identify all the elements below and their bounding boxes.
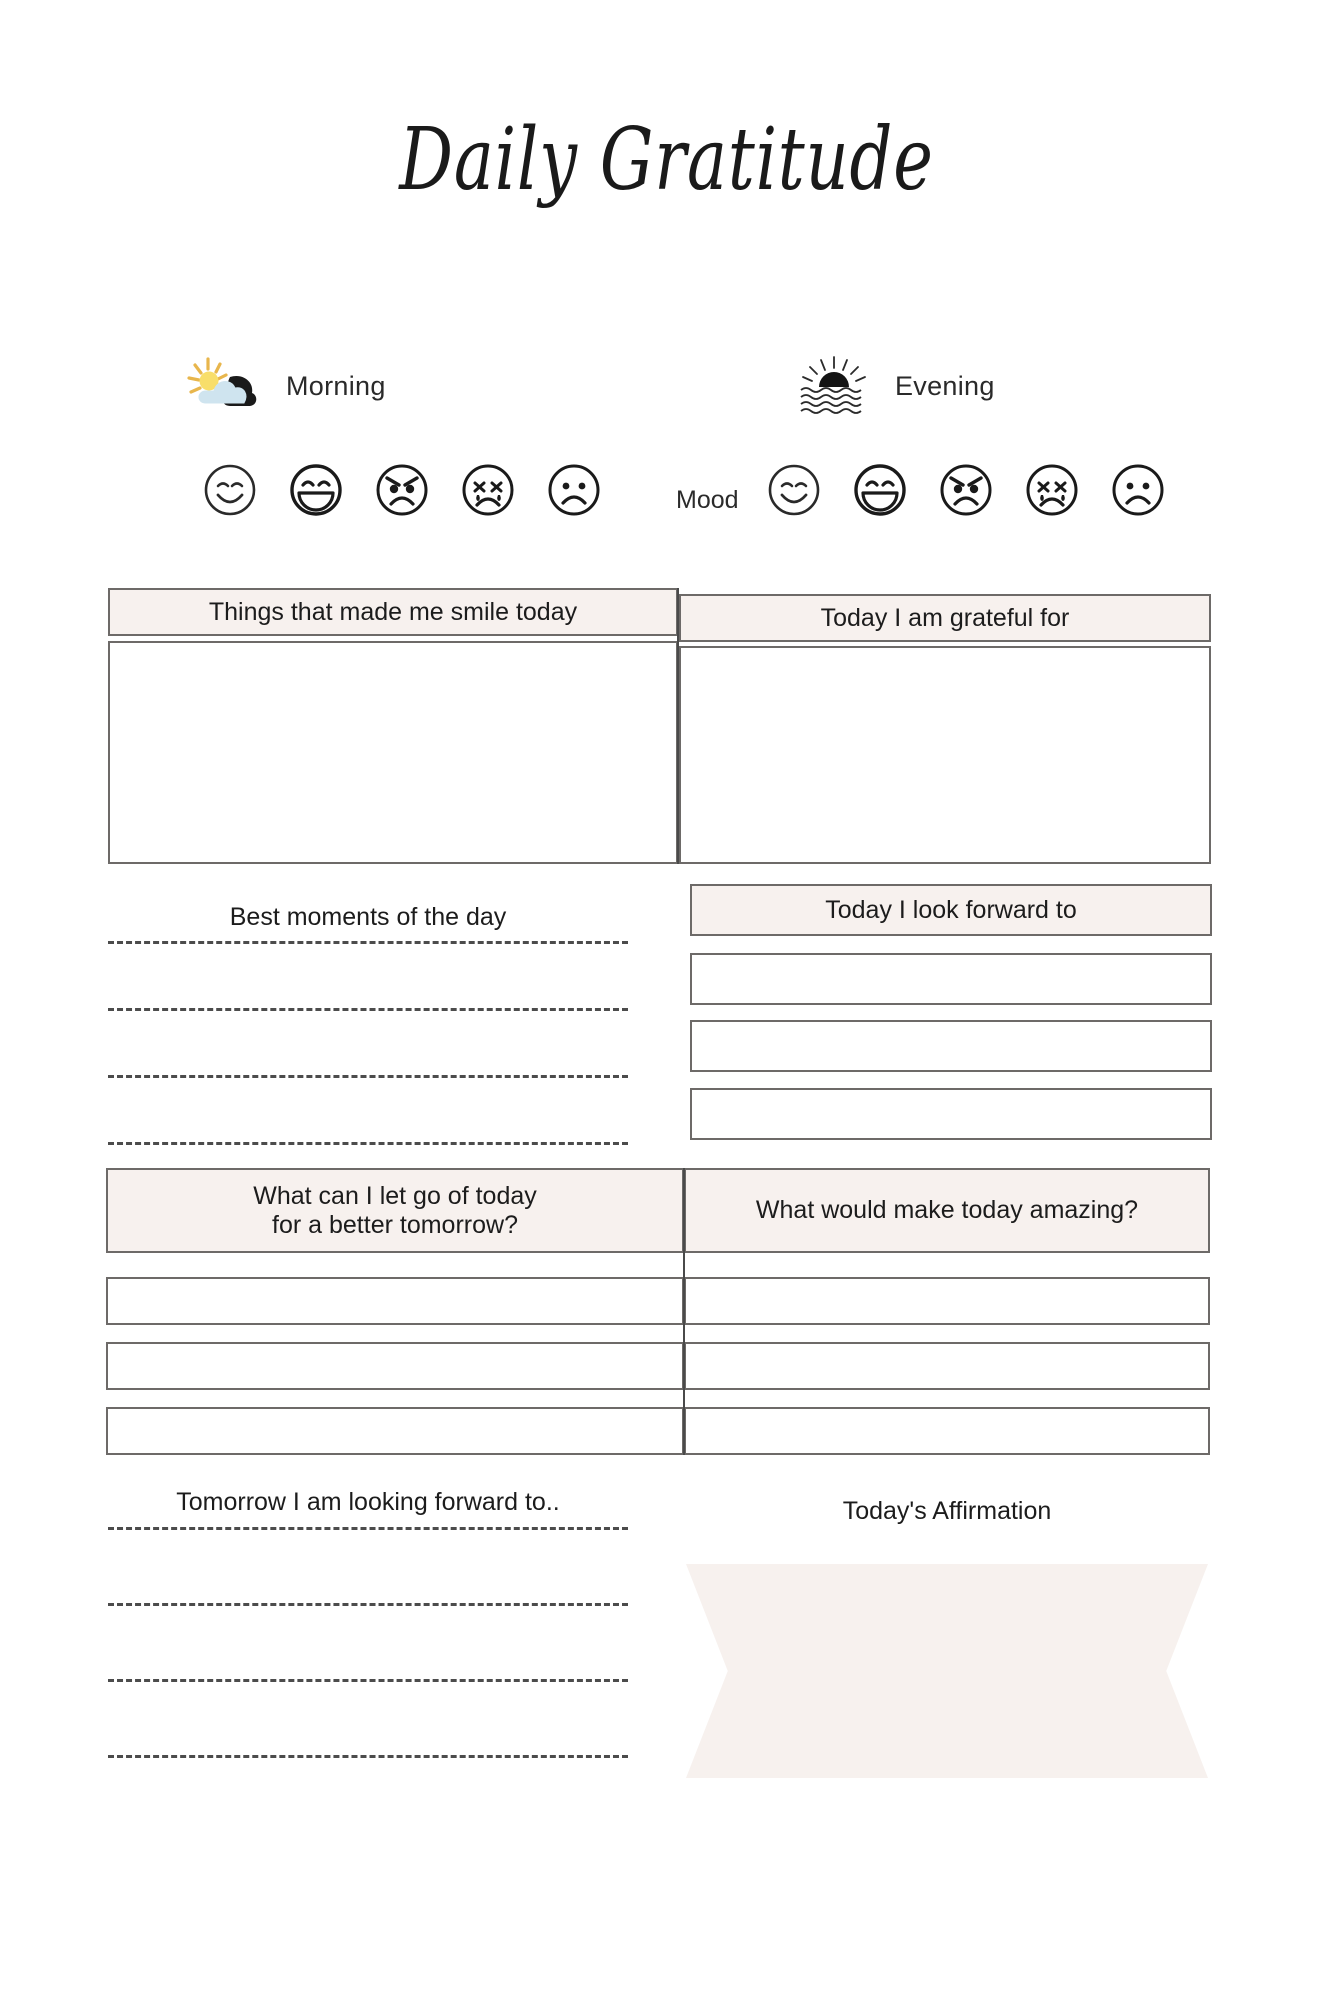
smiling-face-icon[interactable] bbox=[202, 462, 258, 518]
morning-group bbox=[186, 355, 386, 417]
grinning-face-icon[interactable] bbox=[288, 462, 344, 518]
tomorrow-line-4[interactable] bbox=[108, 1755, 628, 1758]
let-go-header-line1: What can I let go of today bbox=[253, 1181, 537, 1210]
mood-faces-morning bbox=[202, 462, 602, 518]
best-moments-line-1[interactable] bbox=[108, 941, 628, 944]
morning-label: Morning bbox=[286, 370, 386, 401]
best-moments-line-3[interactable] bbox=[108, 1075, 628, 1078]
grateful-header: Today I am grateful for bbox=[679, 594, 1211, 642]
best-moments-label: Best moments of the day bbox=[229, 903, 507, 931]
smile-header: Things that made me smile today bbox=[108, 588, 678, 636]
look-forward-row-1[interactable] bbox=[690, 953, 1212, 1005]
amazing-header: What would make today amazing? bbox=[684, 1168, 1210, 1253]
angry-face-icon[interactable] bbox=[374, 462, 430, 518]
evening-label: Evening bbox=[895, 370, 995, 401]
split-row-3-left[interactable] bbox=[106, 1407, 684, 1455]
split-row-2-right[interactable] bbox=[684, 1342, 1210, 1390]
crying-face-icon[interactable] bbox=[1024, 462, 1080, 518]
mood-faces-evening bbox=[766, 462, 1166, 518]
mood-label: Mood bbox=[676, 486, 739, 514]
look-forward-header: Today I look forward to bbox=[690, 884, 1212, 936]
evening-group bbox=[795, 355, 995, 417]
mood-row bbox=[0, 462, 1333, 536]
smile-answer-area[interactable] bbox=[108, 641, 678, 864]
page-title: Daily Gratitude bbox=[399, 110, 934, 210]
time-of-day-row bbox=[0, 355, 1333, 425]
tomorrow-label: Tomorrow I am looking forward to.. bbox=[176, 1488, 560, 1516]
affirmation-label: Today's Affirmation bbox=[842, 1497, 1052, 1525]
tomorrow-line-1[interactable] bbox=[108, 1527, 628, 1530]
split-row-2-left[interactable] bbox=[106, 1342, 684, 1390]
affirmation-banner[interactable] bbox=[686, 1564, 1208, 1778]
split-row-3-right[interactable] bbox=[684, 1407, 1210, 1455]
angry-face-icon[interactable] bbox=[938, 462, 994, 518]
crying-face-icon[interactable] bbox=[460, 462, 516, 518]
tomorrow-line-3[interactable] bbox=[108, 1679, 628, 1682]
look-forward-row-3[interactable] bbox=[690, 1088, 1212, 1140]
sun-behind-cloud-icon bbox=[186, 355, 264, 417]
look-forward-row-2[interactable] bbox=[690, 1020, 1212, 1072]
grinning-face-icon[interactable] bbox=[852, 462, 908, 518]
tomorrow-line-2[interactable] bbox=[108, 1603, 628, 1606]
section1-divider bbox=[677, 588, 679, 864]
smiling-face-icon[interactable] bbox=[766, 462, 822, 518]
best-moments-line-2[interactable] bbox=[108, 1008, 628, 1011]
best-moments-line-4[interactable] bbox=[108, 1142, 628, 1145]
frowning-face-icon[interactable] bbox=[1110, 462, 1166, 518]
split-row-1-right[interactable] bbox=[684, 1277, 1210, 1325]
split-row-1-left[interactable] bbox=[106, 1277, 684, 1325]
let-go-header bbox=[106, 1168, 684, 1253]
frowning-face-icon[interactable] bbox=[546, 462, 602, 518]
section3-divider bbox=[683, 1168, 685, 1455]
let-go-header-line2: for a better tomorrow? bbox=[272, 1210, 518, 1239]
grateful-answer-area[interactable] bbox=[679, 646, 1211, 864]
sunset-over-water-icon bbox=[795, 355, 873, 417]
